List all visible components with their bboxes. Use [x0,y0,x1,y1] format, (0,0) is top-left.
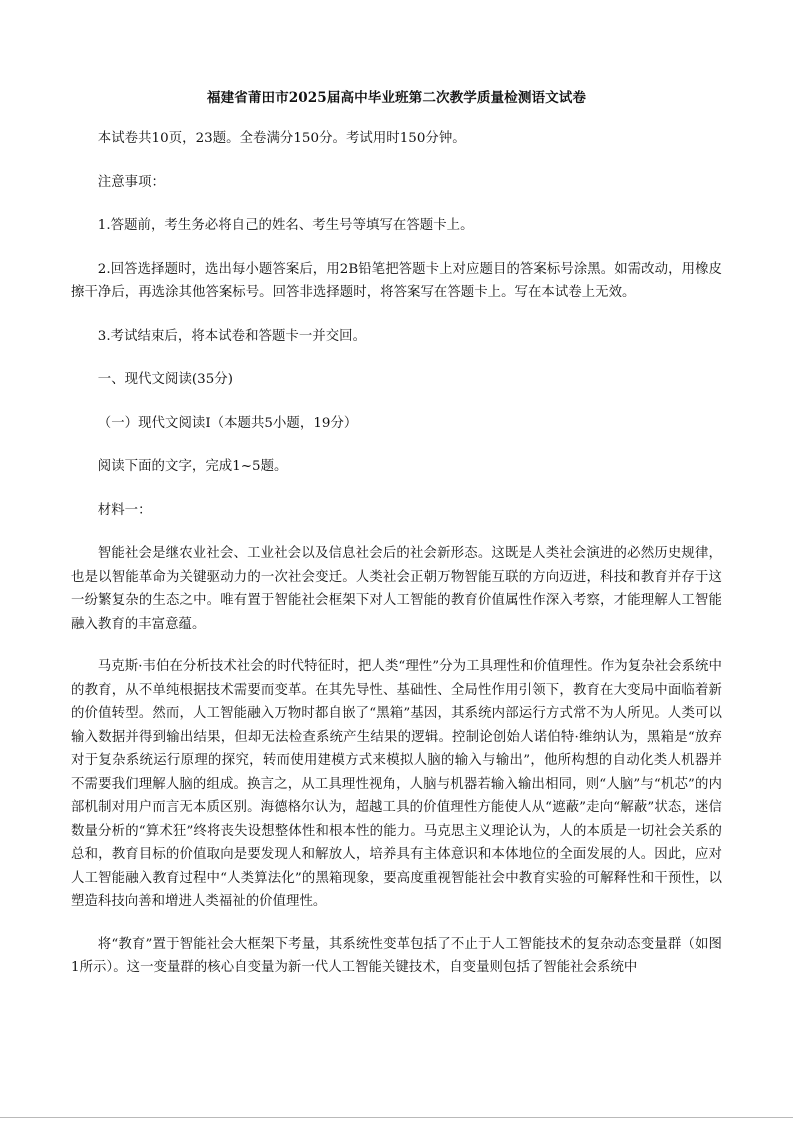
passage-paragraph-3: 将“教育”置于智能社会大框架下考量，其系统性变革包括了不止于人工智能技术的复杂动态变量群（如图1所示）。这一变量群的核心自变量为新一代人工智能关键技术，自变量则包括了智能社会系统中 [71,936,722,975]
material-label: 材料一： [97,502,152,518]
subsection-heading: （一）现代文阅读Ⅰ（本题共5小题，19分） [97,415,358,431]
notice-item-2: 2.回答选择题时，选出每小题答案后，用2B铅笔把答题卡上对应题目的答案标号涂黑。如需改动，用橡皮擦干净后，再选涂其他答案标号。回答非选择题时，将答案写在答题卡上。写在本试卷上无效。 [71,261,722,300]
document-body [71,88,722,1000]
passage-paragraph-1: 智能社会是继农业社会、工业社会以及信息社会后的社会新形态。这既是人类社会演进的必然历史规律，也是以智能革命为关键驱动力的一次社会变迁。人类社会正朝万物智能互联的方向迈进，科技和教育并存于这一纷繁复杂的生态之中。唯有置于智能社会框架下对人工智能的教育价值属性作深入考察，才能理解人工智能融入教育的丰富意蕴。 [71,546,722,632]
exam-title: 福建省莆田市2025届高中毕业班第二次教学质量检测语文试卷 [206,90,587,106]
exam-summary: 本试卷共10页，23题。全卷满分150分。考试用时150分钟。 [97,131,466,146]
passage-paragraph-2: 马克斯·韦伯在分析技术社会的时代特征时，把人类“理性”分为工具理性和价值理性。作为复杂社会系统中的教育，从不单纯根据技术需要而变革。在其先导性、基础性、全局性作用引领下，教育在大变局中面临着新的价值转型。然而，人工智能融入万物时都自嵌了“黑箱”基因，其系统内部运行方式常不为人所见。人类可以输入数据并得到输出结果，但却无法检查系统产生结果的逻辑。控制论创始人诺伯特·维纳认为，黑箱是“放弃对于复杂系统运行原理的探究，转而使用建模方式来模拟人脑的输入与输出”，他所构想的自动化类人机器并不需要我们理解人脑的组成。换言之，从工具理性视角，人脑与机器若输入输出相同，则“人脑”与“机芯”的内部机制对用户而言无本质区别。海德格尔认为，超越工具的价值理性方能使人从“遮蔽”走向“解蔽”状态，迷信数量分析的“算术狂”终将丧失设想整体性和根本性的能力。马克思主义理论认为，人的本质是一切社会关系的总和，教育目标的价值取向是要发现人和解放人，培养具有主体意识和本体地位的全面发展的人。因此，应对人工智能融入教育过程中“人类算法化”的黑箱现象，要高度重视智能社会中教育实验的可解释性和干预性，以塑造科技向善和增进人类福祉的价值理性。 [71,659,722,909]
page-bottom-rule [0,1117,793,1118]
notice-item-3: 3.考试结束后，将本试卷和答题卡一并交回。 [97,328,367,344]
notice-item-1: 1.答题前，考生务必将自己的姓名、考生号等填写在答题卡上。 [97,218,474,233]
section-heading: 一、现代文阅读(35分) [97,372,234,387]
reading-instruction: 阅读下面的文字，完成1~5题。 [97,459,288,474]
notice-heading: 注意事项： [97,174,165,190]
